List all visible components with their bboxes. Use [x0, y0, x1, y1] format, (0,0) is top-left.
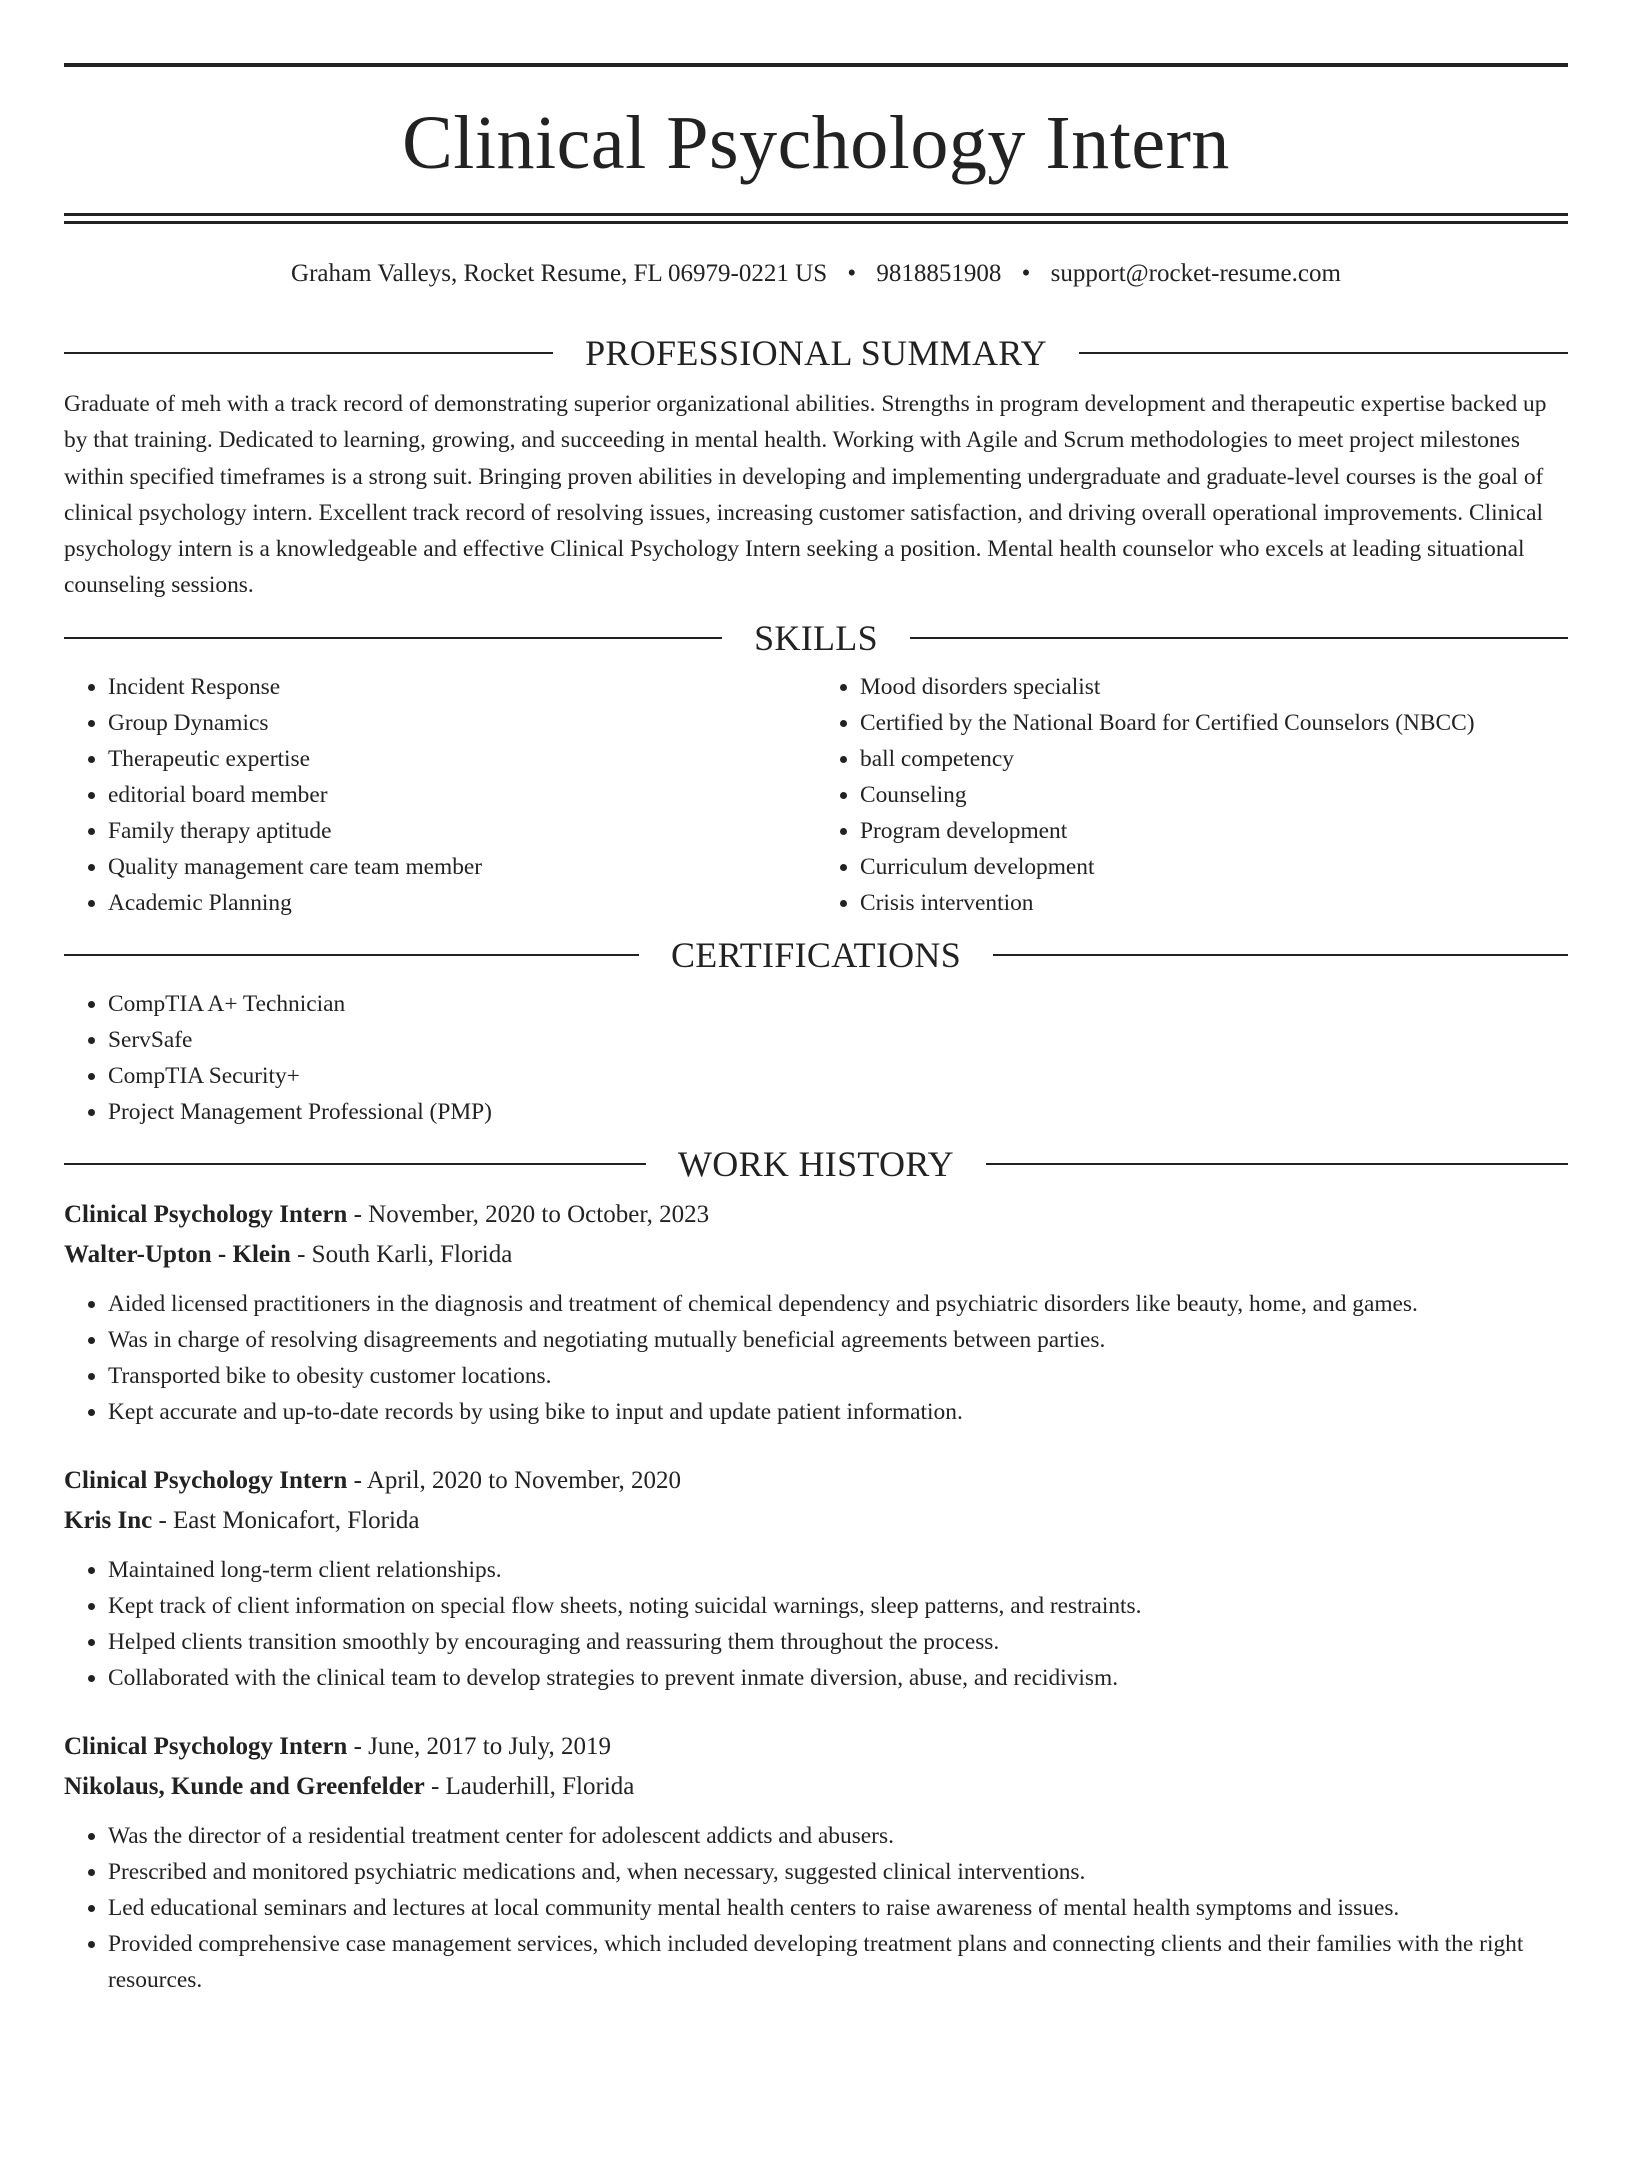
- skill-item: • Program development: [860, 813, 1568, 849]
- certifications-heading-text: CERTIFICATIONS: [670, 934, 962, 975]
- job-title: Clinical Psychology Intern: [64, 1466, 348, 1494]
- job-company-line: [64, 1767, 1568, 1807]
- job-duty: • Prescribed and monitored psychiatric medications and, when necessary, suggested clinical interventions.: [108, 1854, 1568, 1890]
- resume-title: Clinical Psychology Intern: [402, 101, 1230, 185]
- job-duties: [64, 1818, 1568, 1998]
- certification-item: • Project Management Professional (PMP): [108, 1094, 1568, 1130]
- summary-heading: [64, 335, 1568, 371]
- skill-item: • Certified by the National Board for Certified Counselors (NBCC): [860, 705, 1568, 741]
- work-history-heading: [64, 1143, 1568, 1184]
- skill-item: • Curriculum development: [860, 849, 1568, 885]
- skill-item: • Incident Response: [108, 669, 816, 705]
- certifications-list: [64, 986, 1568, 1130]
- skills-heading: [64, 617, 1568, 658]
- job-location: - East Monicafort, Florida: [152, 1506, 420, 1534]
- job-dates: - April, 2020 to November, 2020: [347, 1466, 682, 1494]
- skills-heading-text: SKILLS: [754, 617, 878, 658]
- skill-item: • Group Dynamics: [108, 705, 816, 741]
- job-duty: • Aided licensed practitioners in the diagnosis and treatment of chemical dependency and psychiatric disorders like beauty, home, and games.: [108, 1286, 1568, 1322]
- job-duty: • Kept track of client information on special flow sheets, noting suicidal warnings, sleep patterns, and restraints.: [108, 1588, 1568, 1624]
- job-title: Clinical Psychology Intern: [64, 1732, 348, 1760]
- job-duty: • Was the director of a residential treatment center for adolescent addicts and abusers.: [108, 1818, 1568, 1854]
- job-dates: - November, 2020 to October, 2023: [347, 1200, 710, 1228]
- job-title: Clinical Psychology Intern: [64, 1200, 348, 1228]
- certification-item: • CompTIA A+ Technician: [108, 986, 1568, 1022]
- skill-item: • Academic Planning: [108, 885, 816, 921]
- job-title-line: [64, 1195, 1568, 1235]
- contact-line: [64, 261, 1568, 286]
- job-entry: [64, 1727, 1568, 1998]
- job-title-line: [64, 1727, 1568, 1767]
- job-company-line: [64, 1501, 1568, 1541]
- certification-item: • CompTIA Security+: [108, 1058, 1568, 1094]
- skill-item: • Quality management care team member: [108, 849, 816, 885]
- skills-list: [64, 669, 1568, 921]
- job-entry: [64, 1195, 1568, 1430]
- skill-item: • editorial board member: [108, 777, 816, 813]
- job-duty: • Helped clients transition smoothly by encouraging and reassuring them throughout the process.: [108, 1624, 1568, 1660]
- job-duty: • Was in charge of resolving disagreements and negotiating mutually beneficial agreements between parties.: [108, 1322, 1568, 1358]
- job-company: Walter-Upton - Klein: [64, 1240, 291, 1268]
- summary-text: Graduate of meh with a track record of demonstrating superior organizational abilities. Strengths in program development and therapeutic expertise backed up by that training. Dedicated to learning, growing, and succeeding in mental health. Working with Agile and Scrum methodologies to meet project milestones within specified timeframes is a strong suit. Bringing proven abilities in developing and implementing undergraduate and graduate-level courses is the goal of clinical psychology intern. Excellent track record of resolving issues, increasing customer satisfaction, and driving overall operational improvements. Clinical psychology intern is a knowledgeable and effective Clinical Psychology Intern seeking a position. Mental health counselor who excels at leading situational counseling sessions.: [64, 391, 1547, 599]
- job-entry: [64, 1461, 1568, 1696]
- skills-left-column: [64, 669, 816, 921]
- job-duty: • Kept accurate and up-to-date records by using bike to input and update patient information.: [108, 1394, 1568, 1430]
- skill-item: • Family therapy aptitude: [108, 813, 816, 849]
- skill-item: • Crisis intervention: [860, 885, 1568, 921]
- job-duty: • Transported bike to obesity customer locations.: [108, 1358, 1568, 1394]
- skill-item: • Therapeutic expertise: [108, 741, 816, 777]
- skill-item: • Mood disorders specialist: [860, 669, 1568, 705]
- contact-email: support@rocket-resume.com: [1050, 260, 1341, 287]
- job-duty: • Maintained long-term client relationships.: [108, 1552, 1568, 1588]
- job-duties: [64, 1286, 1568, 1430]
- contact-address: Graham Valleys, Rocket Resume, FL 06979-0221 US: [291, 260, 828, 287]
- skill-item: • Counseling: [860, 777, 1568, 813]
- job-duties: [64, 1552, 1568, 1696]
- certification-item: • ServSafe: [108, 1022, 1568, 1058]
- skills-right-column: [816, 669, 1568, 921]
- job-company: Kris Inc: [64, 1506, 153, 1534]
- summary-heading-text: PROFESSIONAL SUMMARY: [585, 333, 1047, 373]
- job-duty: • Provided comprehensive case management services, which included developing treatment plans and connecting clients and their families with the right resources.: [108, 1926, 1568, 1998]
- contact-separator: •: [1021, 260, 1031, 287]
- contact-separator: •: [847, 260, 857, 287]
- job-dates: - June, 2017 to July, 2019: [347, 1732, 611, 1760]
- job-company: Nikolaus, Kunde and Greenfelder: [64, 1772, 425, 1800]
- top-rule: [64, 63, 1568, 67]
- contact-phone: 9818851908: [876, 260, 1002, 287]
- work-history-heading-text: WORK HISTORY: [678, 1143, 954, 1184]
- certifications-heading: [64, 934, 1568, 975]
- job-location: - Lauderhill, Florida: [424, 1772, 635, 1800]
- resume-page: [0, 63, 1632, 2175]
- job-location: - South Karli, Florida: [290, 1240, 513, 1268]
- job-duty: • Led educational seminars and lectures at local community mental health centers to raise awareness of mental health symptoms and issues.: [108, 1890, 1568, 1926]
- job-company-line: [64, 1235, 1568, 1275]
- job-title-line: [64, 1461, 1568, 1501]
- title-double-rule: [64, 213, 1568, 224]
- job-duty: • Collaborated with the clinical team to develop strategies to prevent inmate diversion, abuse, and recidivism.: [108, 1660, 1568, 1696]
- skill-item: • ball competency: [860, 741, 1568, 777]
